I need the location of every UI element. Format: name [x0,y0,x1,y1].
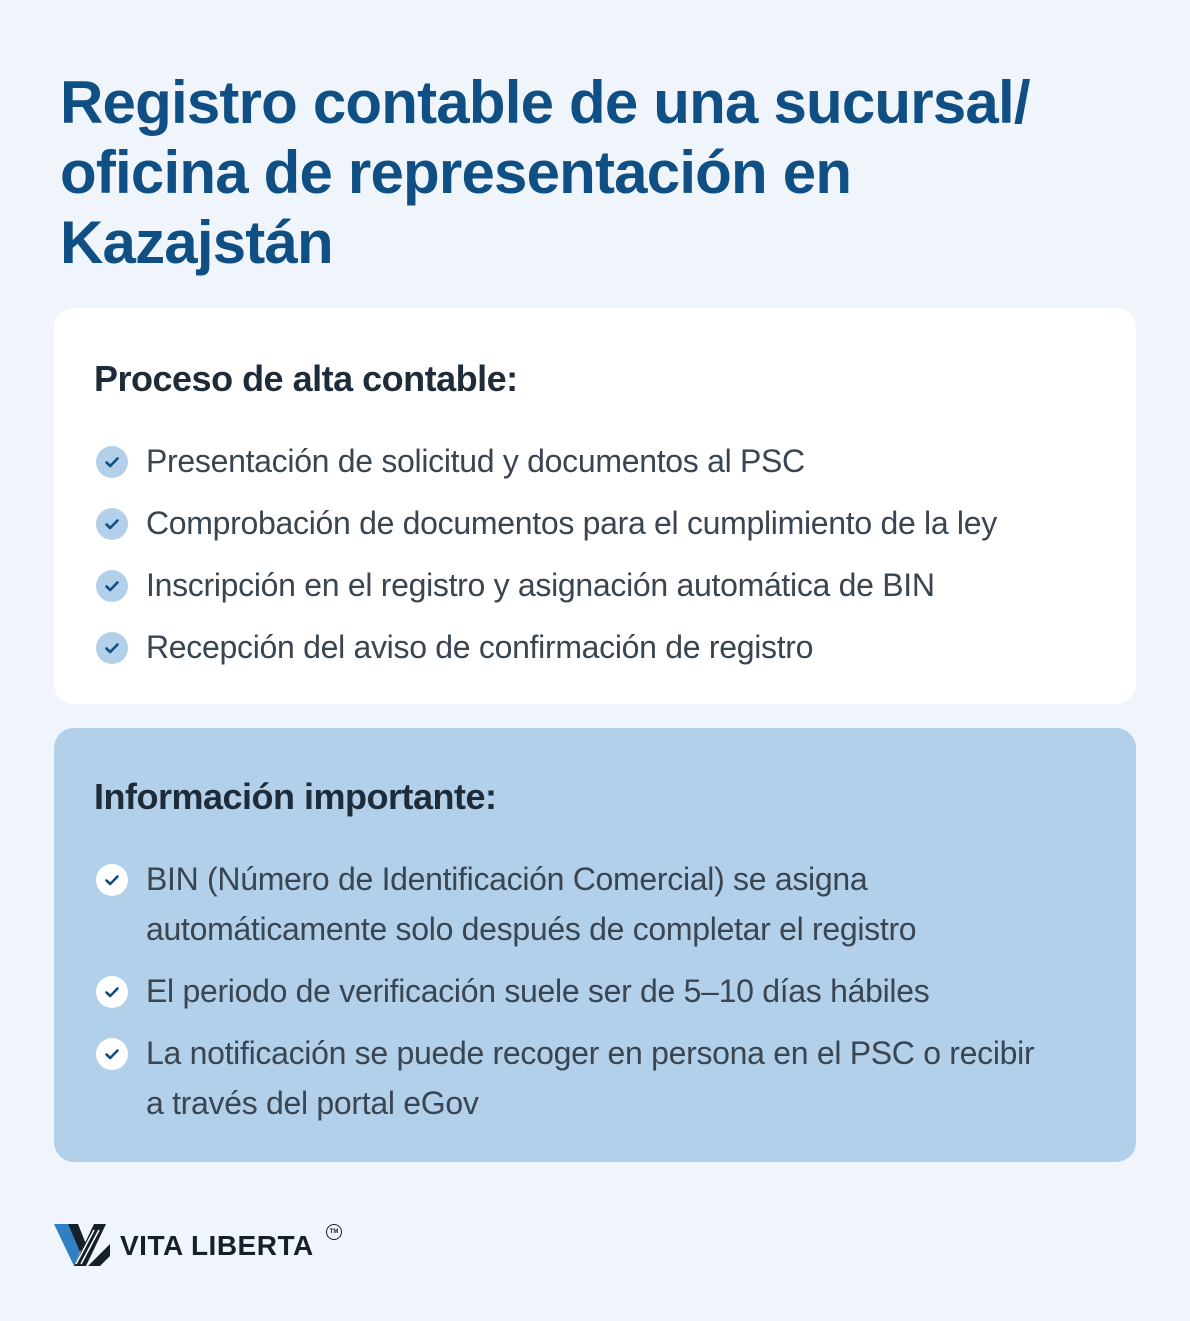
list-item [94,560,1096,610]
check-icon [96,976,128,1008]
list-item-text-line: a través del portal eGov [146,1085,479,1121]
list-item-text-line: El periodo de verificación suele ser de 5–10 días hábiles [146,973,930,1009]
vita-liberta-logo-icon [54,1224,110,1266]
list-item-text: Recepción del aviso de confirmación de registro [146,629,814,665]
process-card [54,308,1136,704]
info-card [54,728,1136,1162]
list-item-text-line: La notificación se puede recoger en persona en el PSC o recibir [146,1035,1035,1071]
info-card-heading: Información importante: [94,776,497,817]
page-title [60,68,1120,278]
check-icon [96,570,128,602]
info-list [94,854,1096,1140]
title-line-1: Registro contable de una sucursal/ [60,69,1030,136]
list-item [94,966,1096,1016]
logo-text: VITA LIBERTA [120,1230,314,1261]
title-line-3: Kazajstán [60,209,333,276]
list-item-text: Inscripción en el registro y asignación automática de BIN [146,567,935,603]
list-item [94,1028,1096,1128]
list-item-text-line: automáticamente solo después de completar el registro [146,911,917,947]
check-icon [96,1038,128,1070]
list-item-text: Comprobación de documentos para el cumplimiento de la ley [146,505,997,541]
process-list [94,436,1096,684]
list-item-text-line: BIN (Número de Identificación Comercial) se asigna [146,861,868,897]
check-icon [96,508,128,540]
brand-logo [54,1222,354,1272]
title-line-2: oficina de representación en [60,139,852,206]
check-icon [96,864,128,896]
list-item [94,498,1096,548]
check-icon [96,446,128,478]
list-item [94,436,1096,486]
list-item [94,854,1096,954]
list-item [94,622,1096,672]
trademark-badge: TM [326,1224,342,1240]
list-item-text: Presentación de solicitud y documentos al PSC [146,443,805,479]
check-icon [96,632,128,664]
process-card-heading: Proceso de alta contable: [94,358,518,399]
